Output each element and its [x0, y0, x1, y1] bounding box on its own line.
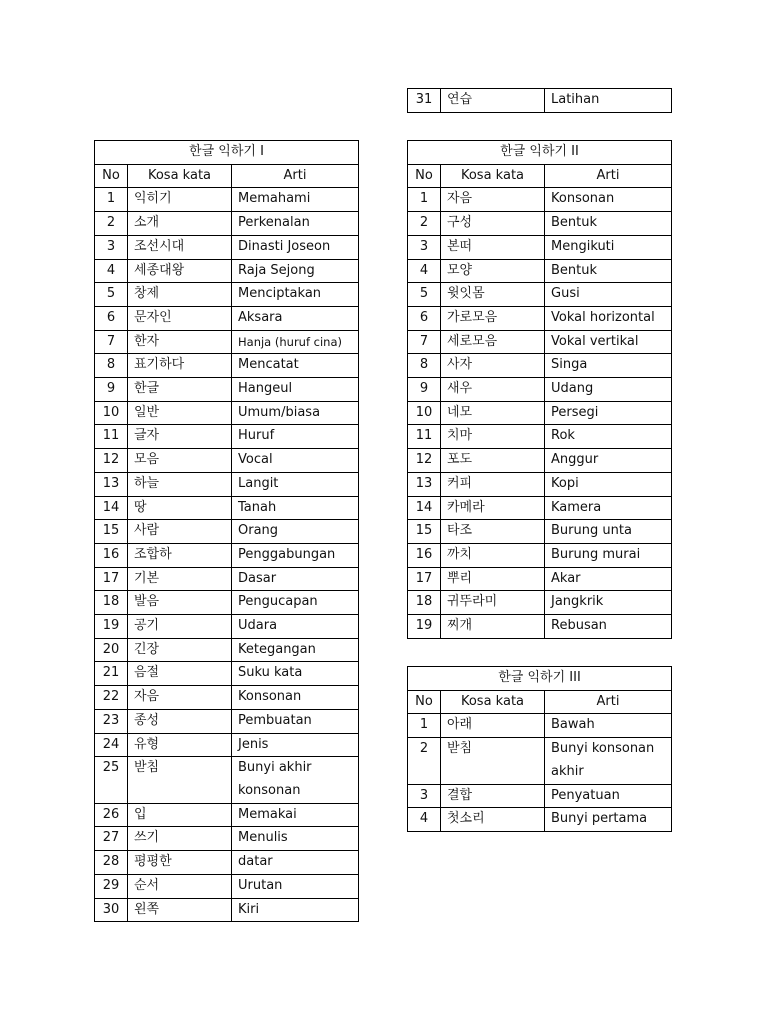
table-row [95, 898, 359, 922]
row-number: 16 [95, 543, 128, 567]
row-arti: Rebusan [545, 615, 672, 639]
table-row [408, 714, 672, 738]
vocab-table-3 [407, 666, 672, 832]
table-row [408, 449, 672, 473]
row-arti: Vokal horizontal [545, 306, 672, 330]
row-number: 8 [95, 354, 128, 378]
vocab-continuation-table [407, 88, 672, 113]
row-kosa-kata: 까치 [441, 543, 545, 567]
header-arti: Arti [232, 164, 359, 188]
vocab-table-1 [94, 140, 359, 922]
table-row [95, 851, 359, 875]
row-arti: Pengucapan [232, 591, 359, 615]
header-kosa-kata: Kosa kata [128, 164, 232, 188]
row-number: 19 [408, 615, 441, 639]
row-arti: Bentuk [545, 212, 672, 236]
table-row [95, 259, 359, 283]
table-row [408, 330, 672, 354]
header-no: No [408, 690, 441, 714]
row-kosa-kata: 결합 [441, 784, 545, 808]
row-number: 17 [408, 567, 441, 591]
row-arti: Konsonan [232, 686, 359, 710]
row-number: 3 [95, 235, 128, 259]
row-kosa-kata: 소개 [128, 212, 232, 236]
row-number: 3 [408, 235, 441, 259]
row-number: 5 [95, 283, 128, 307]
row-arti: Vocal [232, 449, 359, 473]
row-arti: Mencatat [232, 354, 359, 378]
table-row [95, 330, 359, 354]
row-kosa-kata: 뿌리 [441, 567, 545, 591]
header-kosa-kata: Kosa kata [441, 164, 545, 188]
row-kosa-kata: 포도 [441, 449, 545, 473]
row-kosa-kata: 사자 [441, 354, 545, 378]
row-arti: Persegi [545, 401, 672, 425]
table-title-row [408, 141, 672, 165]
row-arti: Ketegangan [232, 638, 359, 662]
row-kosa-kata: 문자인 [128, 306, 232, 330]
row-number: 23 [95, 709, 128, 733]
row-number: 11 [95, 425, 128, 449]
table-row [408, 378, 672, 402]
table-row [408, 188, 672, 212]
row-arti: Memahami [232, 188, 359, 212]
row-kosa-kata: 평평한 [128, 851, 232, 875]
row-arti: Bunyi pertama [545, 808, 672, 832]
row-arti: Suku kata [232, 662, 359, 686]
row-number: 10 [408, 401, 441, 425]
row-arti: Rok [545, 425, 672, 449]
table-title: 한글 익하기 I [95, 141, 359, 165]
table-row [95, 425, 359, 449]
row-kosa-kata: 쓰기 [128, 827, 232, 851]
table-row [408, 401, 672, 425]
table-row [408, 591, 672, 615]
table-row [95, 449, 359, 473]
row-number: 3 [408, 784, 441, 808]
row-kosa-kata: 자음 [441, 188, 545, 212]
row-kosa-kata: 일반 [128, 401, 232, 425]
row-kosa-kata: 첫소리 [441, 808, 545, 832]
row-arti: Raja Sejong [232, 259, 359, 283]
table-row [408, 306, 672, 330]
row-kosa-kata: 사람 [128, 520, 232, 544]
row-arti: Gusi [545, 283, 672, 307]
row-kosa-kata: 자음 [128, 686, 232, 710]
row-number: 5 [408, 283, 441, 307]
row-arti: Kiri [232, 898, 359, 922]
row-number: 14 [408, 496, 441, 520]
table-row [95, 686, 359, 710]
table-row [408, 354, 672, 378]
row-arti: Menulis [232, 827, 359, 851]
row-number: 10 [95, 401, 128, 425]
row-arti-line-1: Bunyi akhir [238, 760, 312, 776]
table-row [95, 235, 359, 259]
table-row [408, 235, 672, 259]
table-row [95, 709, 359, 733]
row-kosa-kata: 조선시대 [128, 235, 232, 259]
row-kosa-kata: 세로모음 [441, 330, 545, 354]
table-row [95, 733, 359, 757]
row-kosa-kata: 왼쪽 [128, 898, 232, 922]
table-row [95, 827, 359, 851]
row-number: 1 [95, 188, 128, 212]
row-number: 4 [95, 259, 128, 283]
table-row [95, 283, 359, 307]
table-row [408, 283, 672, 307]
row-kosa-kata: 커피 [441, 472, 545, 496]
table-row [95, 520, 359, 544]
row-kosa-kata: 긴장 [128, 638, 232, 662]
row-number: 14 [95, 496, 128, 520]
row-number: 2 [95, 212, 128, 236]
row-arti-line-2: konsonan [238, 782, 301, 798]
row-arti [232, 757, 359, 803]
row-arti: Udara [232, 615, 359, 639]
row-kosa-kata: 치마 [441, 425, 545, 449]
row-number: 1 [408, 188, 441, 212]
row-arti: Dinasti Joseon [232, 235, 359, 259]
vocab-table-2 [407, 140, 672, 639]
row-number: 18 [95, 591, 128, 615]
row-number: 25 [95, 757, 128, 803]
row-number: 16 [408, 543, 441, 567]
row-kosa-kata: 모음 [128, 449, 232, 473]
row-kosa-kata: 모양 [441, 259, 545, 283]
table-row [95, 306, 359, 330]
table-title: 한글 익하기 III [408, 667, 672, 691]
row-number: 31 [408, 89, 441, 113]
row-arti: Penyatuan [545, 784, 672, 808]
table-row [95, 496, 359, 520]
table-header-row [408, 690, 672, 714]
row-kosa-kata: 발음 [128, 591, 232, 615]
table-row [408, 425, 672, 449]
row-number: 1 [408, 714, 441, 738]
row-kosa-kata: 조합하 [128, 543, 232, 567]
row-kosa-kata: 받침 [128, 757, 232, 803]
table-row [408, 738, 672, 784]
table-row [95, 212, 359, 236]
row-arti: Langit [232, 472, 359, 496]
table-row [408, 808, 672, 832]
row-number: 13 [95, 472, 128, 496]
row-arti: datar [232, 851, 359, 875]
row-kosa-kata: 땅 [128, 496, 232, 520]
row-kosa-kata: 입 [128, 803, 232, 827]
header-arti: Arti [545, 164, 672, 188]
table-row [95, 638, 359, 662]
row-arti: Urutan [232, 874, 359, 898]
row-number: 29 [95, 874, 128, 898]
row-number: 21 [95, 662, 128, 686]
table-row [408, 472, 672, 496]
row-number: 4 [408, 808, 441, 832]
table-row [408, 212, 672, 236]
header-arti: Arti [545, 690, 672, 714]
table-row [95, 874, 359, 898]
row-kosa-kata: 새우 [441, 378, 545, 402]
row-arti-line-2: akhir [551, 763, 584, 779]
table-row [95, 354, 359, 378]
row-arti: Singa [545, 354, 672, 378]
row-number: 9 [408, 378, 441, 402]
row-number: 4 [408, 259, 441, 283]
row-arti-line-1: Bunyi konsonan [551, 741, 655, 757]
table-row [408, 89, 672, 113]
row-arti: Jenis [232, 733, 359, 757]
row-arti: Menciptakan [232, 283, 359, 307]
table-row [95, 591, 359, 615]
table-row [408, 567, 672, 591]
table-row [95, 803, 359, 827]
row-arti: Konsonan [545, 188, 672, 212]
row-kosa-kata: 유형 [128, 733, 232, 757]
row-kosa-kata: 표기하다 [128, 354, 232, 378]
table-title: 한글 익하기 II [408, 141, 672, 165]
table-row [95, 472, 359, 496]
row-number: 15 [95, 520, 128, 544]
table-row [95, 615, 359, 639]
row-arti: Bentuk [545, 259, 672, 283]
table-row [408, 784, 672, 808]
row-kosa-kata: 받침 [441, 738, 545, 784]
row-kosa-kata: 가로모음 [441, 306, 545, 330]
row-number: 13 [408, 472, 441, 496]
row-kosa-kata: 공기 [128, 615, 232, 639]
row-kosa-kata: 순서 [128, 874, 232, 898]
row-arti: Akar [545, 567, 672, 591]
table-row [95, 401, 359, 425]
row-kosa-kata: 아래 [441, 714, 545, 738]
table-row [408, 520, 672, 544]
row-arti: Memakai [232, 803, 359, 827]
row-number: 20 [95, 638, 128, 662]
row-number: 22 [95, 686, 128, 710]
row-arti: Anggur [545, 449, 672, 473]
row-arti: Orang [232, 520, 359, 544]
row-arti: Vokal vertikal [545, 330, 672, 354]
row-kosa-kata: 본떠 [441, 235, 545, 259]
row-kosa-kata: 하늘 [128, 472, 232, 496]
row-arti: Hangeul [232, 378, 359, 402]
table-row [408, 615, 672, 639]
row-arti: Kamera [545, 496, 672, 520]
table-header-row [408, 164, 672, 188]
row-number: 11 [408, 425, 441, 449]
row-arti: Aksara [232, 306, 359, 330]
row-number: 9 [95, 378, 128, 402]
row-kosa-kata: 윗잇몸 [441, 283, 545, 307]
row-number: 30 [95, 898, 128, 922]
table-row [408, 259, 672, 283]
row-arti: Burung murai [545, 543, 672, 567]
table-row [95, 378, 359, 402]
header-no: No [408, 164, 441, 188]
row-arti: Pembuatan [232, 709, 359, 733]
row-number: 18 [408, 591, 441, 615]
row-kosa-kata: 귀뚜라미 [441, 591, 545, 615]
row-kosa-kata: 찌개 [441, 615, 545, 639]
table-row [95, 188, 359, 212]
row-kosa-kata: 한자 [128, 330, 232, 354]
row-arti: Kopi [545, 472, 672, 496]
row-number: 2 [408, 212, 441, 236]
table-row [408, 496, 672, 520]
row-arti: Tanah [232, 496, 359, 520]
row-arti: Perkenalan [232, 212, 359, 236]
row-arti: Burung unta [545, 520, 672, 544]
table-title-row [95, 141, 359, 165]
row-kosa-kata: 음절 [128, 662, 232, 686]
row-number: 8 [408, 354, 441, 378]
row-kosa-kata: 글자 [128, 425, 232, 449]
row-number: 7 [95, 330, 128, 354]
row-arti: Umum/biasa [232, 401, 359, 425]
row-kosa-kata: 네모 [441, 401, 545, 425]
row-number: 2 [408, 738, 441, 784]
row-arti: Dasar [232, 567, 359, 591]
header-no: No [95, 164, 128, 188]
row-kosa-kata: 타조 [441, 520, 545, 544]
row-kosa-kata: 종성 [128, 709, 232, 733]
table-row [95, 543, 359, 567]
row-arti [545, 738, 672, 784]
row-number: 24 [95, 733, 128, 757]
row-arti: Jangkrik [545, 591, 672, 615]
row-arti: Udang [545, 378, 672, 402]
row-arti: Hanja (huruf cina) [232, 330, 359, 354]
row-number: 12 [408, 449, 441, 473]
row-kosa-kata: 연습 [441, 89, 545, 113]
row-kosa-kata: 기본 [128, 567, 232, 591]
header-kosa-kata: Kosa kata [441, 690, 545, 714]
row-number: 6 [408, 306, 441, 330]
table-row [95, 567, 359, 591]
row-number: 17 [95, 567, 128, 591]
row-number: 28 [95, 851, 128, 875]
row-number: 19 [95, 615, 128, 639]
row-kosa-kata: 구성 [441, 212, 545, 236]
table-row [95, 757, 359, 803]
row-number: 12 [95, 449, 128, 473]
row-arti: Bawah [545, 714, 672, 738]
row-kosa-kata: 익히기 [128, 188, 232, 212]
row-arti: Mengikuti [545, 235, 672, 259]
table-title-row [408, 667, 672, 691]
table-header-row [95, 164, 359, 188]
row-kosa-kata: 창제 [128, 283, 232, 307]
table-row [95, 662, 359, 686]
row-kosa-kata: 세종대왕 [128, 259, 232, 283]
row-number: 15 [408, 520, 441, 544]
row-arti: Penggabungan [232, 543, 359, 567]
row-number: 7 [408, 330, 441, 354]
row-arti: Latihan [545, 89, 672, 113]
row-number: 26 [95, 803, 128, 827]
row-arti: Huruf [232, 425, 359, 449]
row-kosa-kata: 한글 [128, 378, 232, 402]
row-kosa-kata: 카메라 [441, 496, 545, 520]
row-number: 27 [95, 827, 128, 851]
table-row [408, 543, 672, 567]
row-number: 6 [95, 306, 128, 330]
